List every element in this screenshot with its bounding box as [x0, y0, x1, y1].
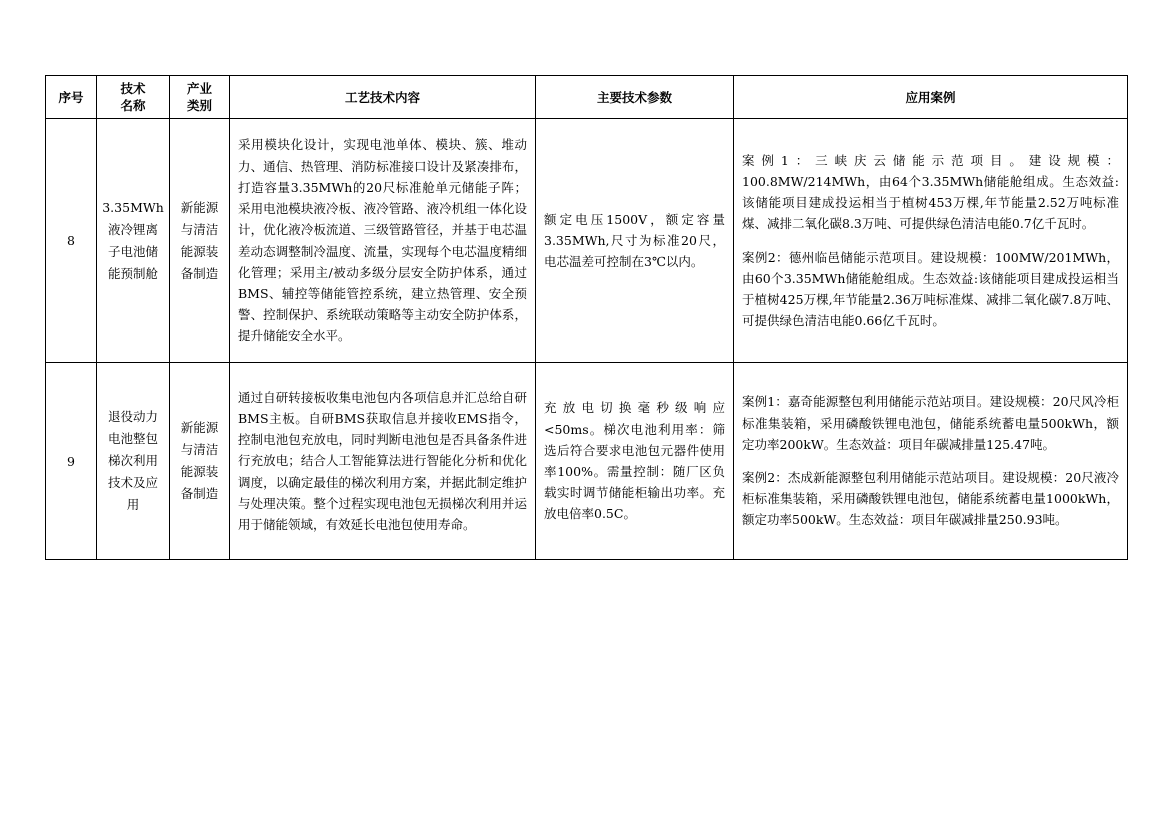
case-2: 案例2：杰成新能源整包利用储能示范站项目。建设规模：20尺液冷柜标准集装箱，采用磷酸铁锂电池包，储能系统蓄电量1000kWh，额定功率500kW。生态效益：项目年碳减排量250.93吨。 — [742, 470, 1119, 528]
header-process: 工艺技术内容 — [230, 76, 536, 119]
header-row — [46, 76, 1128, 119]
case-1: 案例1：嘉奇能源整包利用储能示范站项目。建设规模：20尺风冷柜标准集装箱，采用磷酸铁锂电池包，储能系统蓄电量500kWh，额定功率200kW。生态效益：项目年碳减排量125.47吨。 — [742, 394, 1119, 452]
row-seq: 9 — [46, 363, 97, 560]
table-row — [46, 363, 1128, 560]
row-category: 新能源与清洁能源装备制造 — [170, 363, 230, 560]
row-params: 额定电压1500V，额定容量3.35MWh,尺寸为标准20尺，电芯温差可控制在3℃以内。 — [536, 119, 734, 363]
case-2: 案例2：德州临邑储能示范项目。建设规模：100MW/201MWh，由60个3.35MWh储能舱组成。生态效益:该储能项目建成投运相当于植树425万棵,年节能量2.36万吨标准煤、减排二氧化碳7.8万吨、可提供绿色清洁电能0.66亿千瓦时。 — [742, 249, 1119, 329]
row-cases — [734, 119, 1128, 363]
row-process: 通过自研转接板收集电池包内各项信息并汇总给自研BMS主板。自研BMS获取信息并接收EMS指令，控制电池包充放电，同时判断电池包是否具备条件进行充放电；结合人工智能算法进行智能化分析和优化调度，以确定最佳的梯次利用方案，并据此制定维护与处理决策。整个过程实现电池包无损梯次利用并运用于储能领域，有效延长电池包使用寿命。 — [230, 363, 536, 560]
row-tech-name: 3.35MWh液冷锂离子电池储能预制舱 — [97, 119, 170, 363]
header-tech-name: 技术名称 — [97, 76, 170, 119]
row-tech-name: 退役动力电池整包梯次利用技术及应用 — [97, 363, 170, 560]
header-category: 产业类别 — [170, 76, 230, 119]
row-cases — [734, 363, 1128, 560]
row-category: 新能源与清洁能源装备制造 — [170, 119, 230, 363]
header-params: 主要技术参数 — [536, 76, 734, 119]
row-params: 充放电切换毫秒级响应<50ms。梯次电池利用率：筛选后符合要求电池包元器件使用率100%。需量控制：随厂区负载实时调节储能柜输出功率。充放电倍率0.5C。 — [536, 363, 734, 560]
row-seq: 8 — [46, 119, 97, 363]
header-cases: 应用案例 — [734, 76, 1128, 119]
table-row — [46, 119, 1128, 363]
case-1: 案例1：三峡庆云储能示范项目。建设规模：100.8MW/214MWh，由64个3.35MWh储能舱组成。生态效益:该储能项目建成投运相当于植树453万棵,年节能量2.52万吨标准煤、减排二氧化碳8.3万吨、可提供绿色清洁电能0.7亿千瓦时。 — [742, 152, 1119, 232]
technology-table — [45, 75, 1128, 560]
row-process: 采用模块化设计，实现电池单体、模块、簇、堆动力、通信、热管理、消防标准接口设计及紧凑排布，打造容量3.35MWh的20尺标准舱单元储能子阵；采用电池模块液冷板、液冷管路、液冷机组一体化设计，优化液冷板流道、三级管路管径，并基于电芯温差动态调整制冷温度、流量，实现每个电芯温度精细化管理；采用主/被动多级分层安全防护体系，通过BMS、辅控等储能管控系统，建立热管理、安全预警、控制保护、系统联动策略等主动安全防护体系，提升储能安全水平。 — [230, 119, 536, 363]
header-seq: 序号 — [46, 76, 97, 119]
